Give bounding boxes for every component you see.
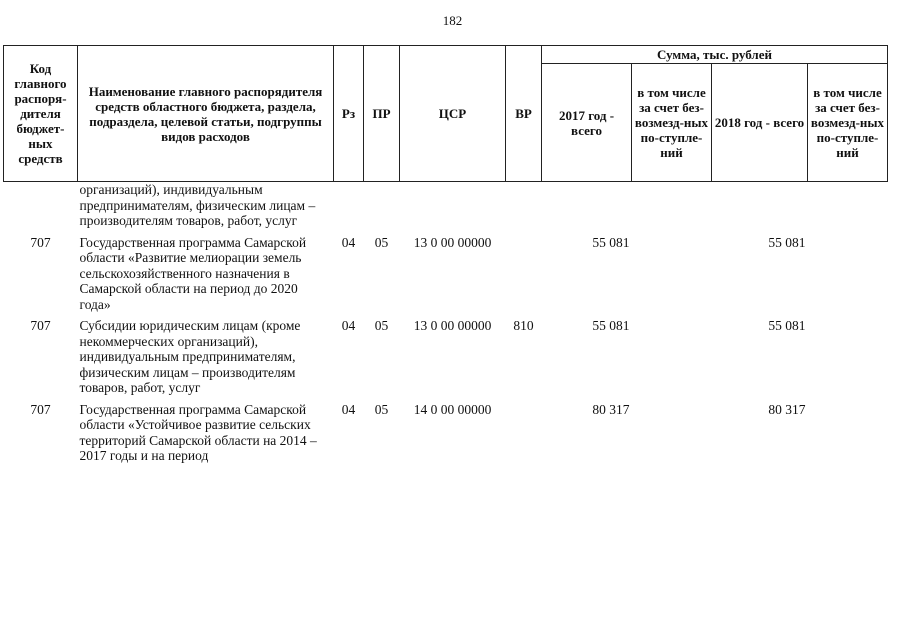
cell-name: организаций), индивидуальным предпринимателям, физическим лицам – производителям товаров, работ, услуг	[79, 182, 316, 228]
table-row	[4, 312, 888, 396]
table-row	[4, 182, 888, 229]
cell-2018-free	[808, 396, 888, 464]
table-body	[4, 182, 888, 464]
cell-code	[4, 182, 78, 229]
cell-pr	[364, 182, 400, 229]
cell-2017: 55 081	[592, 318, 630, 333]
header-2017-total: 2017 год - всего	[542, 64, 632, 182]
header-csr: ЦСР	[400, 46, 506, 182]
cell-pr: 05	[374, 401, 389, 417]
cell-vr	[506, 229, 542, 313]
header-name: Наименование главного распорядителя средств областного бюджета, раздела, подраздела, целевой статьи, подгруппы видов расходов	[78, 46, 334, 182]
header-2018-total: 2018 год - всего	[712, 64, 808, 182]
cell-csr	[400, 182, 506, 229]
cell-pr: 05	[374, 318, 389, 333]
cell-2018-free	[808, 229, 888, 313]
cell-rz: 04	[341, 318, 356, 333]
cell-vr: 810	[513, 318, 534, 333]
header-pr: ПР	[364, 46, 400, 182]
cell-name: Государственная программа Самарской области «Устойчивое развитие сельских территорий Самарской области на 2014 – 2017 годы и на период	[79, 401, 317, 463]
cell-pr: 05	[374, 234, 389, 250]
cell-2018-free	[808, 312, 888, 396]
header-code: Код главного распоря-дителя бюджет-ных средств	[4, 46, 78, 182]
cell-code: 707	[30, 318, 51, 333]
cell-code: 707	[30, 234, 51, 250]
cell-2017-free	[632, 229, 712, 313]
table-header	[4, 46, 888, 182]
cell-2018-free	[808, 182, 888, 229]
header-2018-free: в том числе за счет без-возмезд-ных по-ступле-ний	[808, 64, 888, 182]
cell-csr: 13 0 00 00000	[413, 318, 492, 333]
cell-name: Субсидии юридическим лицам (кроме некоммерческих организаций), индивидуальным предпринимателям, физическим лицам – производителям товаров, работ, услуг	[79, 318, 301, 395]
cell-rz: 04	[341, 234, 356, 250]
cell-rz	[334, 182, 364, 229]
cell-csr: 14 0 00 00000	[413, 401, 492, 417]
cell-2018: 55 081	[768, 318, 806, 333]
cell-vr	[506, 182, 542, 229]
budget-table	[3, 45, 888, 464]
page-number: 182	[442, 13, 463, 28]
header-vr: ВР	[506, 46, 542, 182]
cell-2017: 55 081	[592, 234, 630, 250]
cell-2017-free	[632, 312, 712, 396]
cell-2018	[712, 182, 808, 229]
cell-2017: 80 317	[592, 401, 630, 417]
table-row	[4, 229, 888, 313]
cell-name: Государственная программа Самарской области «Развитие мелиорации земель сельскохозяйственного назначения в Самарской области на период до 2020 года»	[79, 234, 307, 312]
cell-rz: 04	[341, 401, 356, 417]
cell-2018: 80 317	[768, 401, 806, 417]
cell-2017-free	[632, 396, 712, 464]
header-sum: Сумма, тыс. рублей	[542, 46, 888, 64]
header-2017-free: в том числе за счет без-возмезд-ных по-ступле-ний	[632, 64, 712, 182]
cell-2017	[542, 182, 632, 229]
cell-2017-free	[632, 182, 712, 229]
cell-csr: 13 0 00 00000	[413, 234, 492, 250]
cell-code: 707	[30, 401, 51, 417]
cell-vr	[506, 396, 542, 464]
cell-2018: 55 081	[768, 234, 806, 250]
table-row	[4, 396, 888, 464]
header-rz: Рз	[334, 46, 364, 182]
